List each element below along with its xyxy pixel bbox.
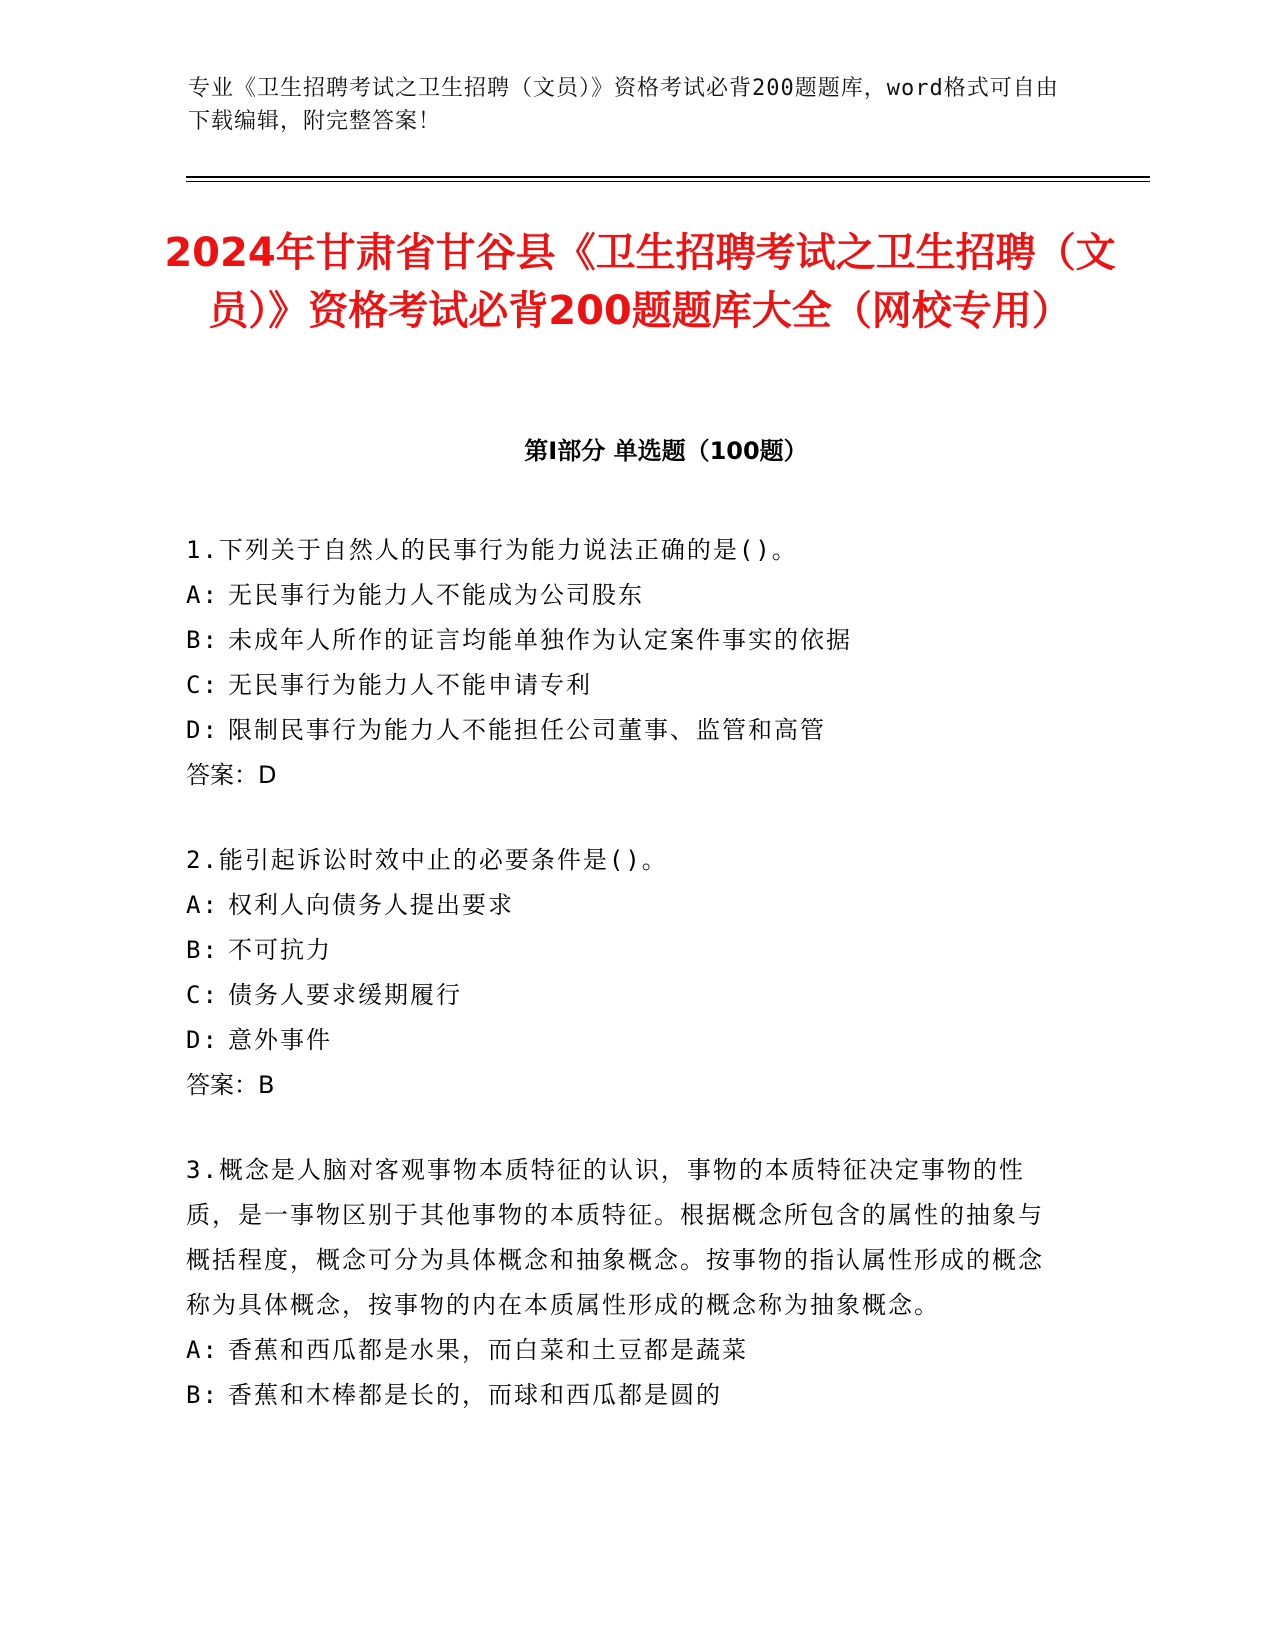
option-label: D: [186, 716, 219, 744]
option-c [186, 973, 1066, 1018]
option-text: 意外事件 [228, 1026, 332, 1054]
header-note: 专业《卫生招聘考试之卫生招聘（文员）》资格考试必背200题题库，word格式可自由下载编辑，附完整答案！ [188, 76, 1059, 134]
answer: 答案：D [186, 761, 277, 789]
option-label: A: [186, 891, 219, 919]
header-rule-thin [186, 181, 1150, 182]
option-text: 无民事行为能力人不能申请专利 [228, 671, 592, 699]
option-text: 限制民事行为能力人不能担任公司董事、监管和高管 [228, 716, 826, 744]
option-text: 债务人要求缓期履行 [228, 981, 462, 1009]
question-stem: 1.下列关于自然人的民事行为能力说法正确的是()。 [186, 536, 798, 564]
option-text: 无民事行为能力人不能成为公司股东 [228, 581, 644, 609]
question-3 [186, 1148, 1066, 1418]
option-text: 未成年人所作的证言均能单独作为认定案件事实的依据 [228, 626, 852, 654]
option-text: 香蕉和木棒都是长的，而球和西瓜都是圆的 [228, 1381, 722, 1409]
option-b [186, 618, 1066, 663]
section-title: 第Ⅰ部分 单选题（100题） [524, 437, 808, 465]
option-label: D: [186, 1026, 219, 1054]
option-label: A: [186, 1336, 219, 1364]
option-c [186, 663, 1066, 708]
option-text: 权利人向债务人提出要求 [228, 891, 514, 919]
option-text: 不可抗力 [228, 936, 332, 964]
option-label: A: [186, 581, 219, 609]
option-label: C: [186, 981, 219, 1009]
option-label: B: [186, 626, 219, 654]
question-1 [186, 528, 1066, 798]
option-d [186, 708, 1066, 753]
option-d [186, 1018, 1066, 1063]
option-label: C: [186, 671, 219, 699]
option-a [186, 883, 1066, 928]
header-rule-thick [186, 176, 1150, 178]
answer: 答案：B [186, 1071, 275, 1099]
option-a [186, 573, 1066, 618]
option-label: B: [186, 936, 219, 964]
option-b [186, 928, 1066, 973]
question-2 [186, 838, 1066, 1108]
option-a [186, 1328, 1066, 1373]
question-stem: 3.概念是人脑对客观事物本质特征的认识，事物的本质特征决定事物的性质，是一事物区别于其他事物的本质特征。根据概念所包含的属性的抽象与概括程度，概念可分为具体概念和抽象概念。按事物的指认属性形成的概念称为具体概念，按事物的内在本质属性形成的概念称为抽象概念。 [186, 1156, 1044, 1319]
option-text: 香蕉和西瓜都是水果，而白菜和土豆都是蔬菜 [228, 1336, 748, 1364]
question-list [186, 528, 1066, 1458]
option-b [186, 1373, 1066, 1418]
question-stem: 2.能引起诉讼时效中止的必要条件是()。 [186, 846, 668, 874]
option-label: B: [186, 1381, 219, 1409]
document-title: 2024年甘肃省甘谷县《卫生招聘考试之卫生招聘（文员）》资格考试必背200题题库大全（网校专用） [164, 230, 1116, 334]
